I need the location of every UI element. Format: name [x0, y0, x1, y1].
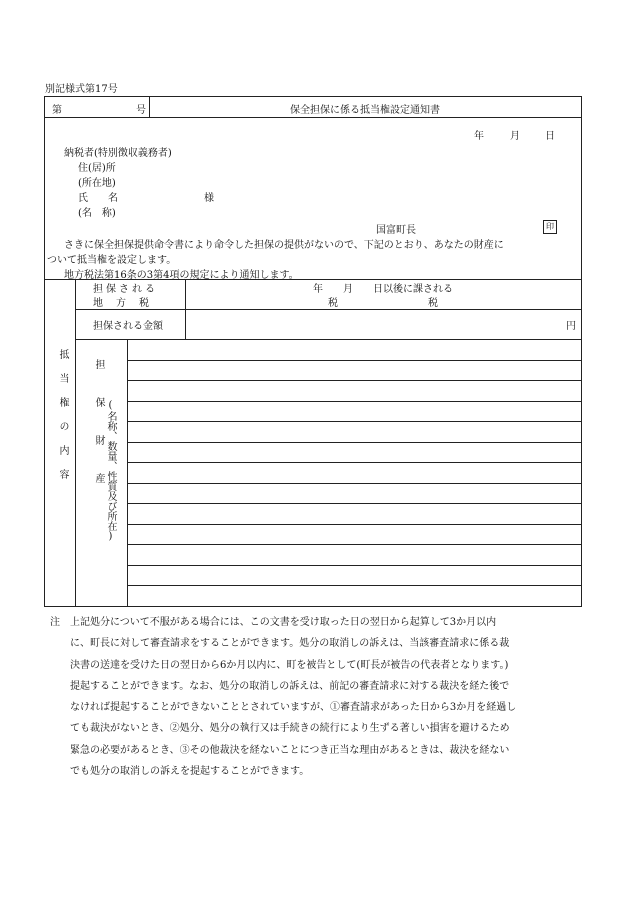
section-column-divider	[75, 279, 76, 606]
collateral-row-line	[127, 524, 581, 525]
issuer-name: 国富町長	[376, 225, 416, 236]
amount-unit: 円	[566, 321, 576, 332]
secured-tax-label-2: 地方税	[93, 298, 162, 309]
entity-name-label: (名 称)	[78, 208, 116, 219]
note-line: に、町長に対して審査請求をすることができます。処分の取消しの訴えは、当該審査請求に係る裁	[70, 638, 510, 650]
section-label: 抵当権の内容	[57, 349, 68, 493]
collateral-row-line	[127, 421, 581, 422]
date-month: 月	[510, 131, 520, 142]
note-line: 提起することができます。なお、処分の取消しの訴えは、前記の審査請求に対する裁決を経た後で	[70, 680, 510, 692]
note-line: でも処分の取消しの訴えを提起することができます。	[70, 766, 310, 778]
collateral-row-line	[127, 544, 581, 545]
row-separator	[75, 309, 581, 310]
number-prefix: 第	[52, 105, 62, 116]
secured-amount-label: 担保される金額	[93, 321, 163, 332]
collateral-row-line	[127, 380, 581, 381]
row-separator	[75, 339, 581, 340]
notes-section	[50, 612, 585, 782]
document-title: 保全担保に係る抵当権設定通知書	[290, 105, 440, 116]
body-line-3: 地方税法第16条の3第4項の規定により通知します。	[64, 270, 299, 281]
secured-tax-period: 年 月 日以後に課される	[313, 284, 453, 295]
collateral-row-line	[127, 483, 581, 484]
collateral-row-line	[127, 503, 581, 504]
location-label: (所在地)	[78, 178, 116, 189]
body-line-1: さきに保全担保提供命令書により命令した担保の提供がないので、下記のとおり、あなたの財産に	[64, 240, 504, 251]
collateral-sub-label: (名称、数量、性質及び所在)	[105, 400, 116, 542]
number-suffix: 号	[136, 105, 146, 116]
note-line: 緊急の必要があるとき、③その他裁決を経ないことにつき正当な理由があるときは、裁決を経ない	[70, 744, 510, 756]
notes-mark: 注	[50, 617, 60, 628]
collateral-row-line	[127, 565, 581, 566]
body-line-2: ついて抵当権を設定します。	[47, 255, 177, 266]
collateral-row-line	[127, 401, 581, 402]
name-label: 氏 名	[78, 193, 118, 204]
note-line: 決書の送達を受けた日の翌日から6か月以内に、町を被告として(町長が被告の代表者となります。)	[70, 659, 509, 671]
secured-tax-label-1: 担保される	[93, 284, 158, 295]
collateral-row-line	[127, 462, 581, 463]
collateral-row-line	[127, 360, 581, 361]
collateral-row-line	[127, 585, 581, 586]
honorific-sama: 様	[204, 193, 214, 204]
header-separator	[45, 117, 581, 118]
taxpayer-label: 納税者(特別徴収義務者)	[64, 148, 172, 159]
date-day: 日	[545, 131, 555, 142]
note-line: ても裁決がないとき、②処分、処分の執行又は手続きの続行により生ずる著しい損害を避けるため	[70, 723, 510, 735]
notice-form	[44, 96, 582, 607]
note-line: なければ提起することができないこととされていますが、①審査請求があった日から3か月を経過し	[70, 702, 517, 714]
form-label: 別記様式第17号	[45, 84, 118, 95]
official-seal-mark: 印	[543, 220, 557, 234]
collateral-row-line	[127, 442, 581, 443]
collateral-label: 担保財産	[93, 359, 104, 511]
note-line: 上記処分について不服がある場合には、この文書を受け取った日の翌日から起算して3か月以内	[70, 617, 497, 628]
secured-tax-types: 税 税	[328, 298, 438, 309]
date-year: 年	[474, 131, 484, 142]
address-label: 住(居)所	[78, 163, 116, 174]
